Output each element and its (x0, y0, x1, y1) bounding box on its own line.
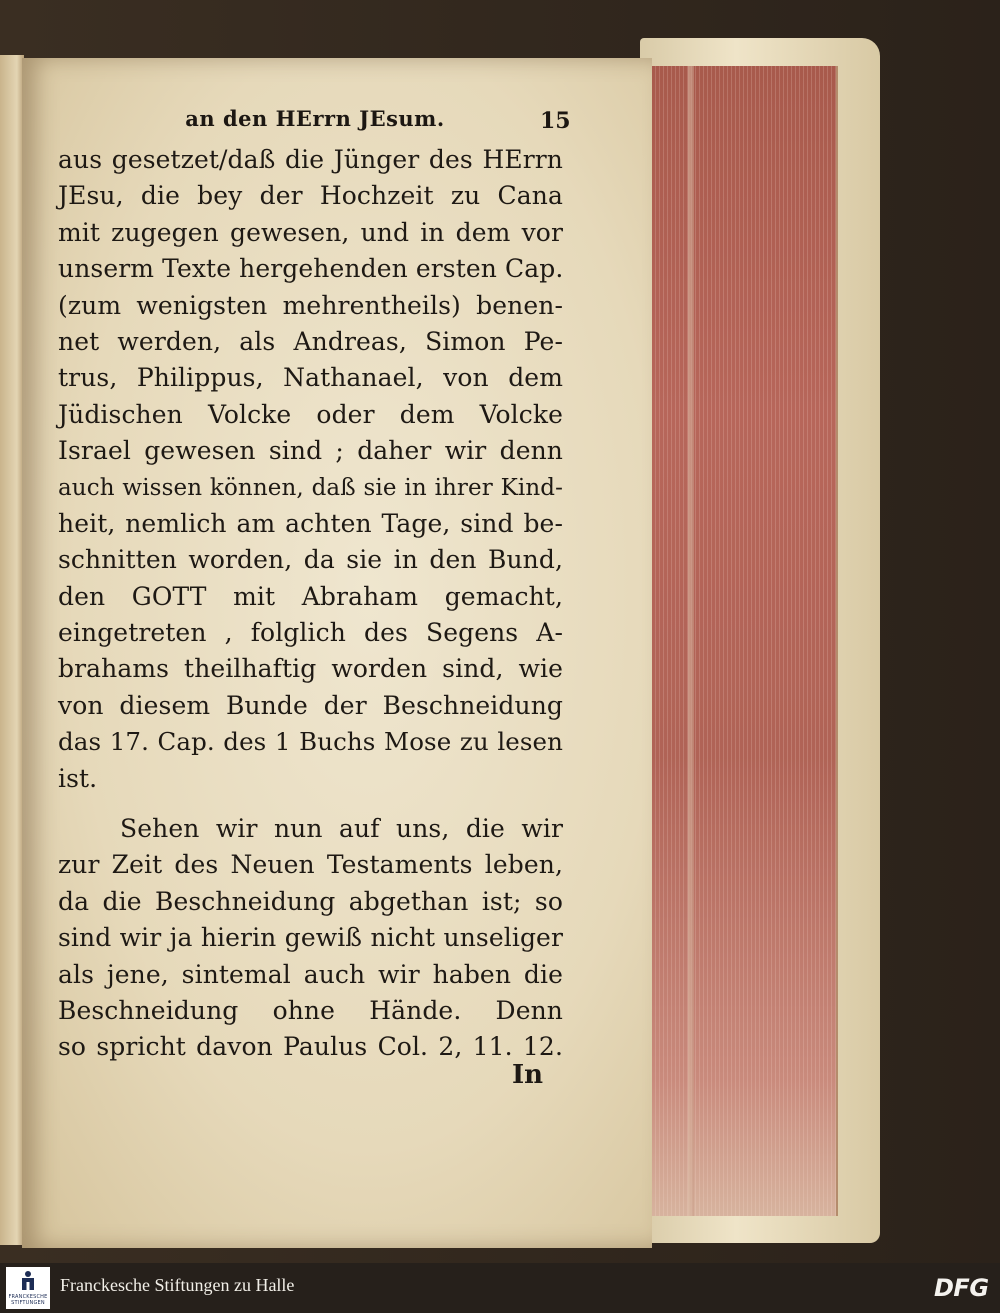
text-line: brahams theilhaftig worden sind, wie (58, 654, 563, 684)
institution-logo[interactable] (6, 1267, 50, 1309)
text-line: auch wissen können, daß sie in ihrer Kind- (58, 474, 563, 501)
text-line: Sehen wir nun auf uns, die wir (120, 814, 563, 844)
building-icon (19, 1270, 37, 1292)
text-line: schnitten worden, da sie in den Bund, (58, 545, 563, 575)
page-edges (648, 66, 838, 1216)
text-line: den GOTT mit Abraham gemacht, (58, 581, 563, 611)
text-line: Israel gewesen sind ; daher wir denn (58, 436, 563, 466)
text-line: sind wir ja hierin gewiß nicht unseliger (58, 923, 563, 953)
text-line: Beschneidung ohne Hände. Denn (58, 995, 563, 1025)
text-line: Jüdischen Volcke oder dem Volcke (58, 399, 563, 429)
page-number: 15 (540, 108, 571, 134)
running-head: an den HErrn JEsum. (185, 106, 445, 131)
text-line: ist. (58, 763, 98, 793)
text-line: unserm Texte hergehenden ersten Cap. (58, 254, 564, 284)
dfg-logo[interactable]: DFG (934, 1274, 989, 1302)
page-body (58, 142, 563, 1066)
text-line: das 17. Cap. des 1 Buchs Mose zu lesen (58, 727, 563, 757)
institution-name[interactable]: Franckesche Stiftungen zu Halle (60, 1275, 295, 1295)
catchword: In (512, 1060, 544, 1090)
text-line: eingetreten , folglich des Segens A- (58, 618, 563, 648)
left-page-edge (0, 55, 24, 1245)
text-line: mit zugegen gewesen, und in dem vor (58, 217, 563, 247)
text-line: aus gesetzet/daß die Jünger des HErrn (58, 145, 563, 174)
text-line: zur Zeit des Neuen Testaments leben, (58, 850, 563, 880)
text-line: von diesem Bunde der Beschneidung (58, 690, 563, 720)
text-line: als jene, sintemal auch wir haben die (58, 959, 563, 989)
text-line: net werden, als Andreas, Simon Pe- (58, 326, 563, 356)
logo-text: FRANCKESCHE STIFTUNGEN (8, 1294, 48, 1306)
text-line: da die Beschneidung abgethan ist; so (58, 886, 563, 916)
text-line: so spricht davon Paulus Col. 2, 11. 12. (58, 1032, 563, 1062)
text-line: JEsu, die bey der Hochzeit zu Cana (58, 181, 563, 211)
footer-bar (0, 1263, 1000, 1313)
page-edges-highlight (688, 66, 694, 1216)
text-line: trus, Philippus, Nathanael, von dem (58, 363, 563, 393)
text-line: heit, nemlich am achten Tage, sind be- (58, 508, 563, 538)
text-line: (zum wenigsten mehrentheils) benen- (58, 290, 563, 320)
